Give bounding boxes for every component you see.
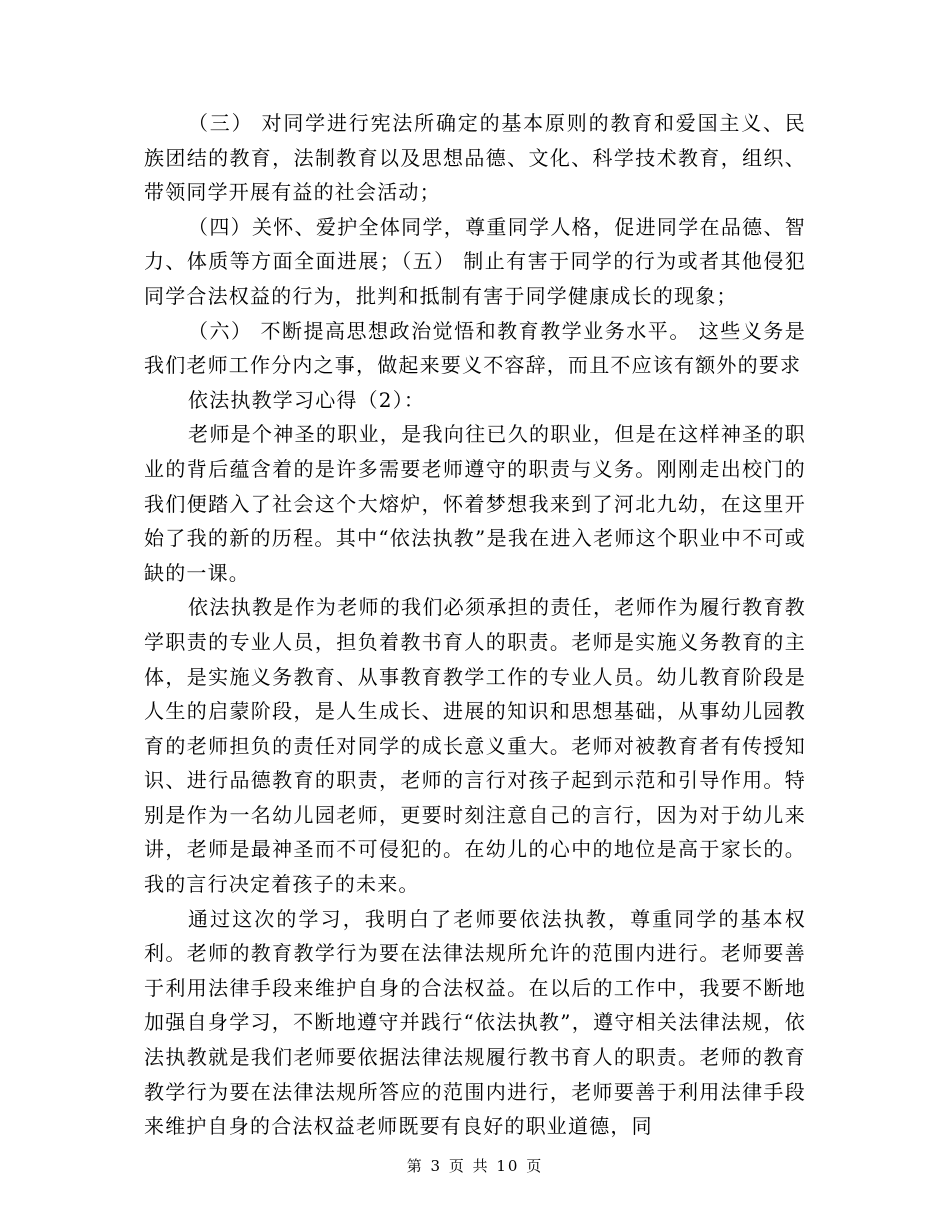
document-body [144, 106, 806, 1144]
paragraph-duty-3: （三） 对同学进行宪法所确定的基本原则的教育和爱国主义、民族团结的教育，法制教育以及思想品德、文化、科学技术教育，组织、带领同学开展有益的社会活动； [144, 111, 806, 205]
page-number-footer: 第 3 页 共 10 页 [406, 1157, 544, 1175]
section-heading: 依法执教学习心得（2）： [188, 387, 426, 412]
paragraph-intro: 老师是个神圣的职业，是我向往已久的职业，但是在这样神圣的职业的背后蕴含着的是许多需要老师遵守的职责与义务。刚刚走出校门的我们便踏入了社会这个大熔炉，怀着梦想我来到了河北九幼，在这里开始了我的新的历程。其中“依法执教”是我在进入老师这个职业中不可或缺的一课。 [144, 422, 806, 585]
paragraph-duty-4-5: （四）关怀、爱护全体同学，尊重同学人格，促进同学在品德、智力、体质等方面全面进展；（五） 制止有害于同学的行为或者其他侵犯同学合法权益的行为，批判和抵制有害于同学健康成长的现象； [144, 214, 806, 308]
paragraph-duty-6: （六） 不断提高思想政治觉悟和教育教学业务水平。 这些义务是我们老师工作分内之事，做起来要义不容辞，而且不应该有额外的要求 [144, 318, 806, 378]
paragraph-responsibility: 依法执教是作为老师的我们必须承担的责任，老师作为履行教育教学职责的专业人员，担负着教书育人的职责。老师是实施义务教育的主体，是实施义务教育、从事教育教学工作的专业人员。幼儿教育阶段是人生的启蒙阶段，是人生成长、进展的知识和思想基础，从事幼儿园教育的老师担负的责任对同学的成长意义重大。老师对被教育者有传授知识、进行品德教育的职责，老师的言行对孩子起到示范和引导作用。特别是作为一名幼儿园老师，更要时刻注意自己的言行，因为对于幼儿来讲，老师是最神圣而不可侵犯的。在幼儿的心中的地位是高于家长的。我的言行决定着孩子的未来。 [144, 595, 806, 897]
paragraph-conclusion: 通过这次的学习，我明白了老师要依法执教，尊重同学的基本权利。老师的教育教学行为要在法律法规所允许的范围内进行。老师要善于利用法律手段来维护自身的合法权益。在以后的工作中，我要不断地加强自身学习，不断地遵守并践行“依法执教”，遵守相关法律法规，依法执教就是我们老师要依据法律法规履行教书育人的职责。老师的教育教学行为要在法律法规所答应的范围内进行，老师要善于利用法律手段来维护自身的合法权益老师既要有良好的职业道德，同 [144, 906, 806, 1139]
